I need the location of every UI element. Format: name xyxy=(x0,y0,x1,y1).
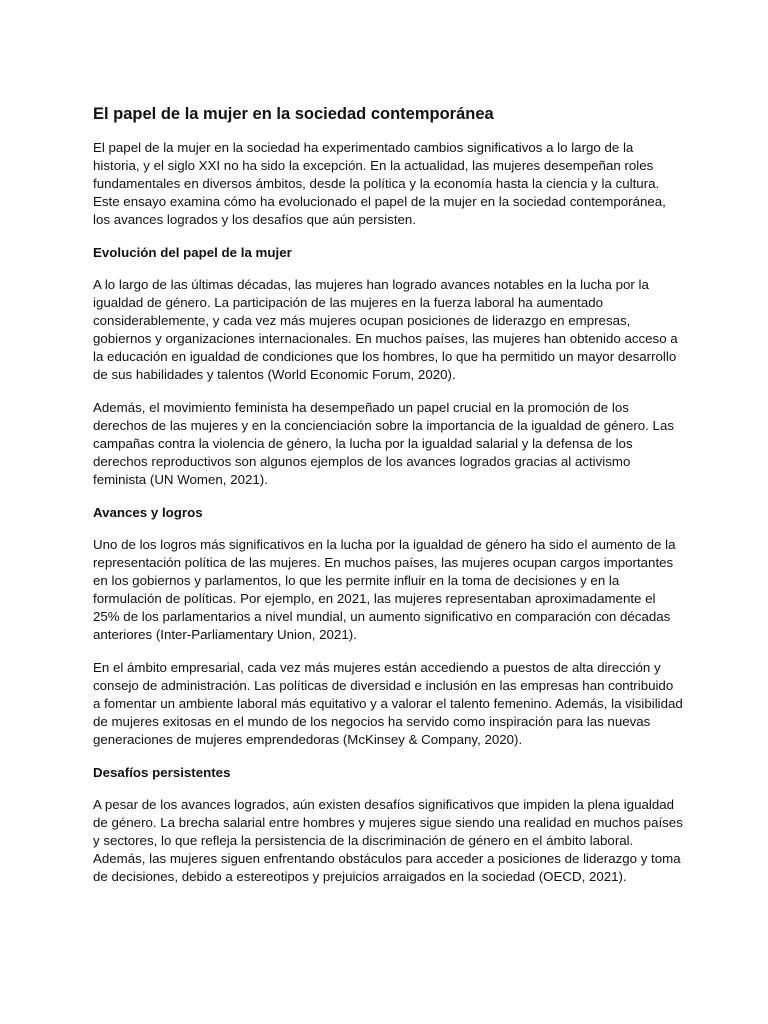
section-heading-avances: Avances y logros xyxy=(93,505,203,520)
paragraph-evolucion-2: Además, el movimiento feminista ha desempeñado un papel crucial en la promoción de los derechos de las mujeres y en la concienciación sobre la importancia de la igualdad de género. Las campañas contra la violencia de género, la lucha por la igualdad salarial y la defensa de los derechos reproductivos son algunos ejemplos de los avances logrados gracias al activismo feminista (UN Women, 2021). xyxy=(93,400,674,487)
paragraph-evolucion-1: A lo largo de las últimas décadas, las mujeres han logrado avances notables en la lucha por la igualdad de género. La participación de las mujeres en la fuerza laboral ha aumentado considerablemente, y cada vez más mujeres ocupan posiciones de liderazgo en empresas, gobiernos y organizaciones internacionales. En muchos países, las mujeres han obtenido acceso a la educación en igualdad de condiciones que los hombres, lo que ha permitido un mayor desarrollo de sus habilidades y talentos (World Economic Forum, 2020). xyxy=(93,277,678,382)
paragraph-intro: El papel de la mujer en la sociedad ha experimentado cambios significativos a lo largo de la historia, y el siglo XXI no ha sido la excepción. En la actualidad, las mujeres desempeñan roles fundamentales en diversos ámbitos, desde la política y la economía hasta la ciencia y la cultura. Este ensayo examina cómo ha evolucionado el papel de la mujer en la sociedad contemporánea, los avances logrados y los desafíos que aún persisten. xyxy=(93,140,666,227)
paragraph-avances-1: Uno de los logros más significativos en la lucha por la igualdad de género ha sido el aumento de la representación política de las mujeres. En muchos países, las mujeres ocupan cargos importantes en los gobiernos y parlamentos, lo que les permite influir en la toma de decisiones y en la formulación de políticas. Por ejemplo, en 2021, las mujeres representaban aproximadamente el 25% de los parlamentarios a nivel mundial, un aumento significativo en comparación con décadas anteriores (Inter-Parliamentary Union, 2021). xyxy=(93,537,676,642)
section-heading-desafios: Desafíos persistentes xyxy=(93,765,231,780)
section-heading-evolucion: Evolución del papel de la mujer xyxy=(93,245,292,260)
document-page xyxy=(93,104,683,901)
paragraph-desafios-1: A pesar de los avances logrados, aún existen desafíos significativos que impiden la plena igualdad de género. La brecha salarial entre hombres y mujeres sigue siendo una realidad en muchos países y sectores, lo que refleja la persistencia de la discriminación de género en el ámbito laboral. Además, las mujeres siguen enfrentando obstáculos para acceder a posiciones de liderazgo y toma de decisiones, debido a estereotipos y prejuicios arraigados en la sociedad (OECD, 2021). xyxy=(93,797,683,884)
document-title: El papel de la mujer en la sociedad contemporánea xyxy=(93,105,494,123)
paragraph-avances-2: En el ámbito empresarial, cada vez más mujeres están accediendo a puestos de alta dirección y consejo de administración. Las políticas de diversidad e inclusión en las empresas han contribuido a fomentar un ambiente laboral más equitativo y a valorar el talento femenino. Además, la visibilidad de mujeres exitosas en el mundo de los negocios ha servido como inspiración para las nuevas generaciones de mujeres emprendedoras (McKinsey & Company, 2020). xyxy=(93,660,683,747)
